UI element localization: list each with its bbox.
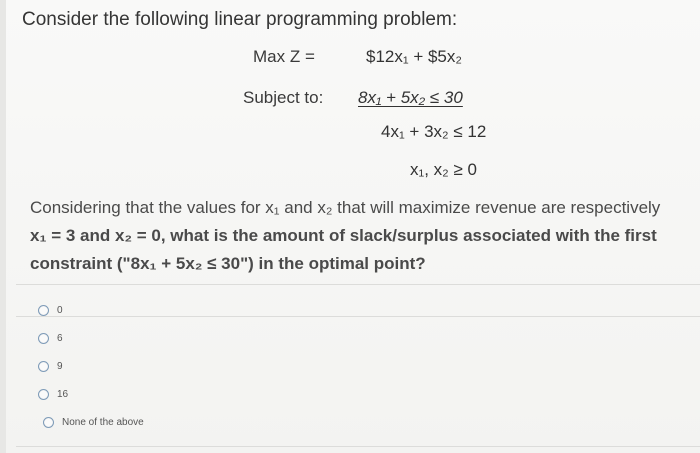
card-left-edge (0, 0, 6, 453)
answer-option-none[interactable] (43, 417, 144, 428)
objective-label: Max Z = (253, 47, 315, 66)
question-line-1: Considering that the values for x₁ and x₂ that will maximize revenue are respectively (30, 198, 661, 217)
divider-top (16, 284, 700, 285)
question-text (30, 194, 698, 278)
option-label: 9 (57, 361, 63, 372)
answer-option-16[interactable] (38, 389, 68, 400)
divider-bottom (16, 446, 700, 447)
answer-option-9[interactable] (38, 361, 63, 372)
option-label: 16 (57, 389, 69, 400)
option-label: 0 (57, 305, 63, 316)
radio-button[interactable] (38, 389, 49, 400)
option-label: 6 (57, 333, 63, 344)
objective-expression: $12x₁ + $5x₂ (366, 47, 462, 66)
answer-option-6[interactable] (38, 333, 63, 344)
constraint-1: 8x₁ + 5x₂ ≤ 30 (358, 88, 463, 107)
divider-options (16, 316, 700, 317)
radio-button[interactable] (38, 305, 49, 316)
radio-button[interactable] (38, 361, 49, 372)
radio-button[interactable] (43, 417, 54, 428)
question-line-3: constraint ("8x₁ + 5x₂ ≤ 30") in the optimal point? (30, 254, 426, 273)
option-label: None of the above (62, 417, 144, 428)
constraint-nonnegativity: x₁, x₂ ≥ 0 (410, 160, 478, 179)
constraint-2: 4x₁ + 3x₂ ≤ 12 (381, 122, 487, 141)
subject-to-label: Subject to: (243, 88, 324, 107)
problem-heading: Consider the following linear programming problem: (22, 9, 458, 30)
radio-button[interactable] (38, 333, 49, 344)
question-line-2: x₁ = 3 and x₂ = 0, what is the amount of slack/surplus associated with the first (30, 226, 657, 245)
answer-option-0[interactable] (38, 305, 63, 316)
